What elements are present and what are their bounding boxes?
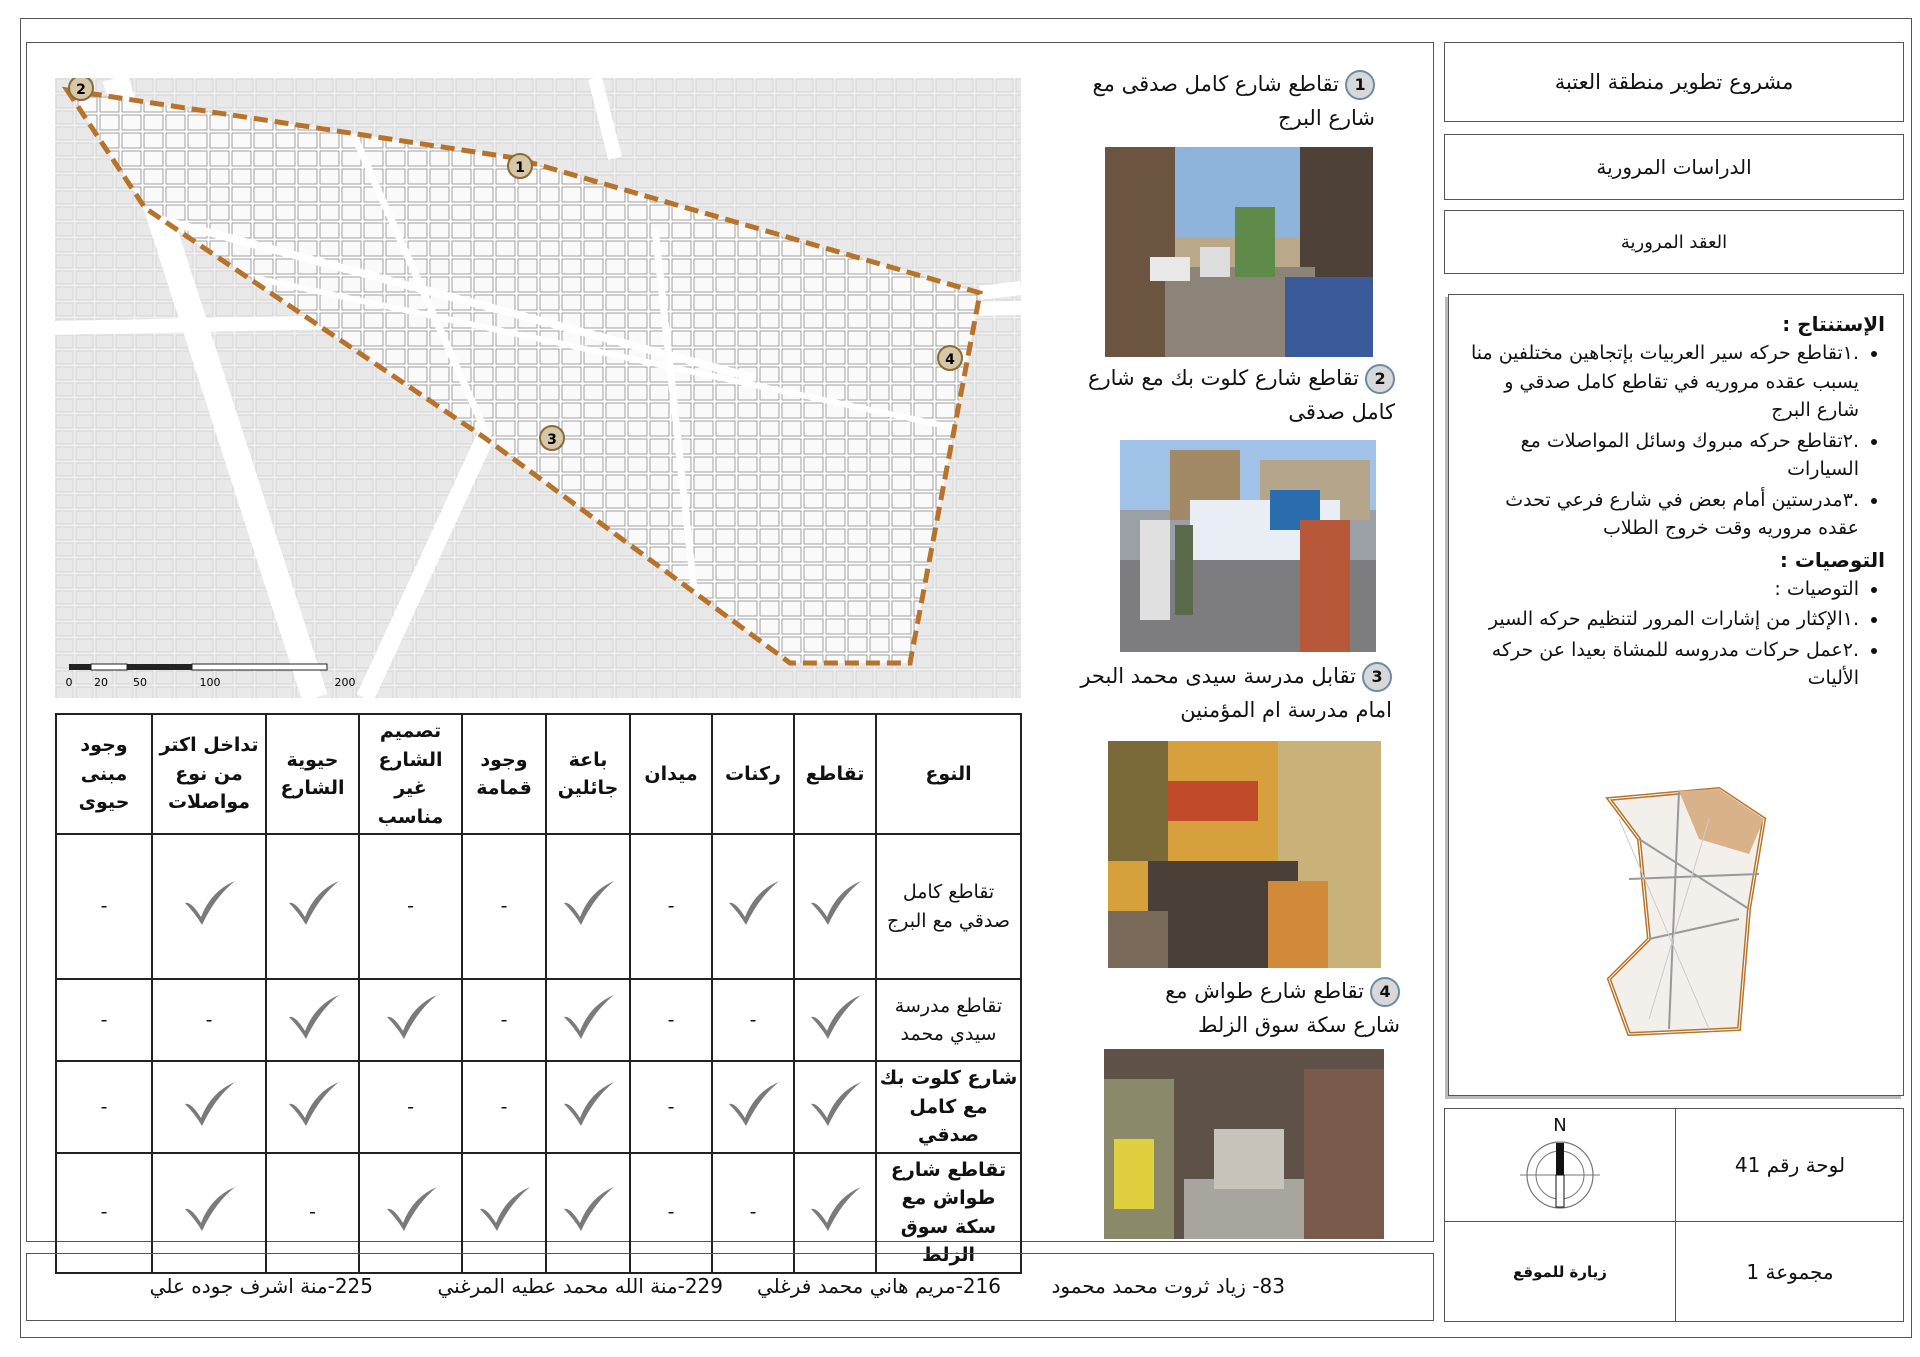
project-title-box (1444, 42, 1904, 122)
dash-cell: - (56, 979, 152, 1061)
check-mark-icon (266, 834, 359, 979)
map-marker-label: 2 (76, 82, 86, 98)
dash-cell: - (462, 979, 546, 1061)
scale-label: 20 (94, 676, 108, 689)
caption-number: 1 (1345, 70, 1375, 100)
visit-label: زيارة للموقع (1513, 1263, 1607, 1281)
caption-text: تقاطع شارع كلوت بك مع شارع كامل صدقى (1087, 366, 1395, 424)
footer-students (26, 1253, 1434, 1321)
table-header-cell: وجود مبنى حيوى (56, 714, 152, 834)
table-header-cell: تداخل اكتر من نوع مواصلات (152, 714, 266, 834)
table-header-cell: حيوية الشارع (266, 714, 359, 834)
row-type-cell: تقاطع كامل صدقي مع البرج (876, 834, 1021, 979)
student-name: 216-مريم هاني محمد فرغلي (756, 1274, 1001, 1298)
scale-label: 0 (65, 676, 73, 689)
location-caption-2 (1075, 362, 1395, 429)
table-header-cell: باعة جائلين (546, 714, 630, 834)
conclusions-list (1467, 339, 1885, 543)
info-grid (1444, 1108, 1904, 1322)
check-mark-icon (794, 834, 876, 979)
student-name: 225-منة اشرف جوده علي (149, 1274, 373, 1298)
dash-cell: - (630, 1061, 712, 1153)
conclusions-section (1449, 295, 1903, 709)
dash-cell: - (630, 834, 712, 979)
table-header-row (56, 714, 1021, 834)
check-mark-icon (546, 1061, 630, 1153)
student-name: 229-منة الله محمد عطيه المرغني (437, 1274, 723, 1298)
row-type-cell: شارع كلوت بك مع كامل صدقي (876, 1061, 1021, 1153)
north-arrow-icon (1515, 1135, 1605, 1213)
student-name: 83- زياد ثروت محمد محمود (1051, 1274, 1285, 1298)
table-header-cell: تقاطع (794, 714, 876, 834)
check-mark-icon (546, 834, 630, 979)
scale-label: 200 (334, 676, 356, 689)
conclusion-item: • .١تقاطع حركه سير العربيات بإتجاهين مختلفين منا يسبب عقده مروريه في تقاطع كامل صدقي و شارع البرج (1467, 339, 1859, 425)
map-marker-1[interactable] (508, 154, 532, 178)
scale-label: 100 (199, 676, 221, 689)
table-body (56, 834, 1021, 1273)
conclusion-item: • .٣مدرستين أمام بعض في شارع فرعي تحدث عقده مروريه وقت خروج الطلاب (1467, 486, 1859, 543)
key-map (1589, 779, 1789, 1049)
site-map (55, 78, 1021, 698)
map-marker-4[interactable] (938, 346, 962, 370)
photo-location-3 (1108, 741, 1381, 968)
dash-cell: - (266, 1153, 359, 1273)
table-header-cell: ركنات (712, 714, 794, 834)
north-arrow (1515, 1117, 1605, 1217)
dash-cell: - (359, 834, 462, 979)
caption-text: تقاطع شارع كامل صدقى مع شارع البرج (1092, 72, 1375, 130)
check-mark-icon (712, 834, 794, 979)
location-caption-4 (1130, 975, 1400, 1042)
caption-number: 3 (1362, 662, 1392, 692)
visit-cell (1445, 1223, 1675, 1321)
dash-cell: - (712, 1153, 794, 1273)
check-mark-icon (152, 834, 266, 979)
map-marker-3[interactable] (540, 426, 564, 450)
group-cell (1677, 1223, 1903, 1321)
recommendation-item: • .٢عمل حركات مدروسه للمشاة بعيدا عن حركه الأليات (1467, 636, 1859, 693)
street-outside (980, 288, 1021, 293)
conclusion-item: • .٢تقاطع حركه مبروك وسائل المواصلات مع السيارات (1467, 427, 1859, 484)
dash-cell: - (359, 1061, 462, 1153)
table-row (56, 834, 1021, 979)
check-mark-icon (266, 1061, 359, 1153)
table-header-cell: ميدان (630, 714, 712, 834)
check-mark-icon (794, 979, 876, 1061)
dash-cell: - (712, 979, 794, 1061)
topic-title-box (1444, 210, 1904, 274)
map-marker-label: 1 (515, 160, 525, 176)
check-mark-icon (712, 1061, 794, 1153)
check-mark-icon (152, 1061, 266, 1153)
study-title-box (1444, 134, 1904, 200)
map-marker-label: 4 (945, 352, 955, 368)
dash-cell: - (56, 1153, 152, 1273)
group-number: مجموعة 1 (1746, 1260, 1834, 1284)
map-marker-2[interactable] (69, 78, 93, 100)
check-mark-icon (794, 1061, 876, 1153)
row-type-cell: تقاطع مدرسة سيدي محمد (876, 979, 1021, 1061)
board-number: لوحة رقم 41 (1734, 1153, 1846, 1177)
scale-label: 50 (133, 676, 147, 689)
caption-text: تقابل مدرسة سيدى محمد البحر امام مدرسة ام المؤمنين (1080, 664, 1392, 722)
table-row (56, 1061, 1021, 1153)
location-caption-3 (1062, 660, 1392, 727)
check-mark-icon (359, 979, 462, 1061)
caption-text: تقاطع شارع طواش مع شارع سكة سوق الزلط (1165, 979, 1400, 1037)
board-number-cell (1677, 1109, 1903, 1221)
project-title: مشروع تطوير منطقة العتبة (1554, 70, 1794, 94)
table-header-cell: وجود قمامة (462, 714, 546, 834)
table-header-cell: النوع (876, 714, 1021, 834)
north-label: N (1553, 1115, 1567, 1136)
dash-cell: - (56, 1061, 152, 1153)
check-mark-icon (266, 979, 359, 1061)
conclusions-title: الإستنتاج : (1782, 312, 1885, 336)
location-caption-1 (1055, 68, 1375, 135)
map-marker-label: 3 (547, 432, 557, 448)
row-type-cell: تقاطع شارع طواش مع سكة سوق الزلط (876, 1153, 1021, 1273)
conclusions-panel (1448, 294, 1904, 1096)
caption-number: 2 (1365, 364, 1395, 394)
recommendation-item: • .١الإكثار من إشارات المرور لتنظيم حركه السير (1467, 605, 1859, 634)
site-map-svg (55, 78, 1021, 698)
recommendations-title: التوصيات : (1779, 547, 1885, 572)
photo-location-2 (1120, 440, 1376, 652)
dash-cell: - (152, 979, 266, 1061)
dash-cell: - (56, 834, 152, 979)
dash-cell: - (462, 1061, 546, 1153)
check-mark-icon (546, 979, 630, 1061)
topic-title: العقد المرورية (1620, 231, 1728, 253)
photo-location-4 (1104, 1049, 1384, 1239)
dash-cell: - (630, 1153, 712, 1273)
dash-cell: - (630, 979, 712, 1061)
recommendations-list (1467, 575, 1885, 693)
traffic-nodes-table (55, 713, 1022, 1274)
dash-cell: - (462, 834, 546, 979)
study-title: الدراسات المرورية (1596, 155, 1752, 179)
table-row (56, 979, 1021, 1061)
photo-location-1 (1105, 147, 1373, 357)
caption-number: 4 (1370, 977, 1400, 1007)
table-header-cell: تصميم الشارع غير مناسب (359, 714, 462, 834)
recommendation-item: • التوصيات : (1467, 575, 1859, 604)
